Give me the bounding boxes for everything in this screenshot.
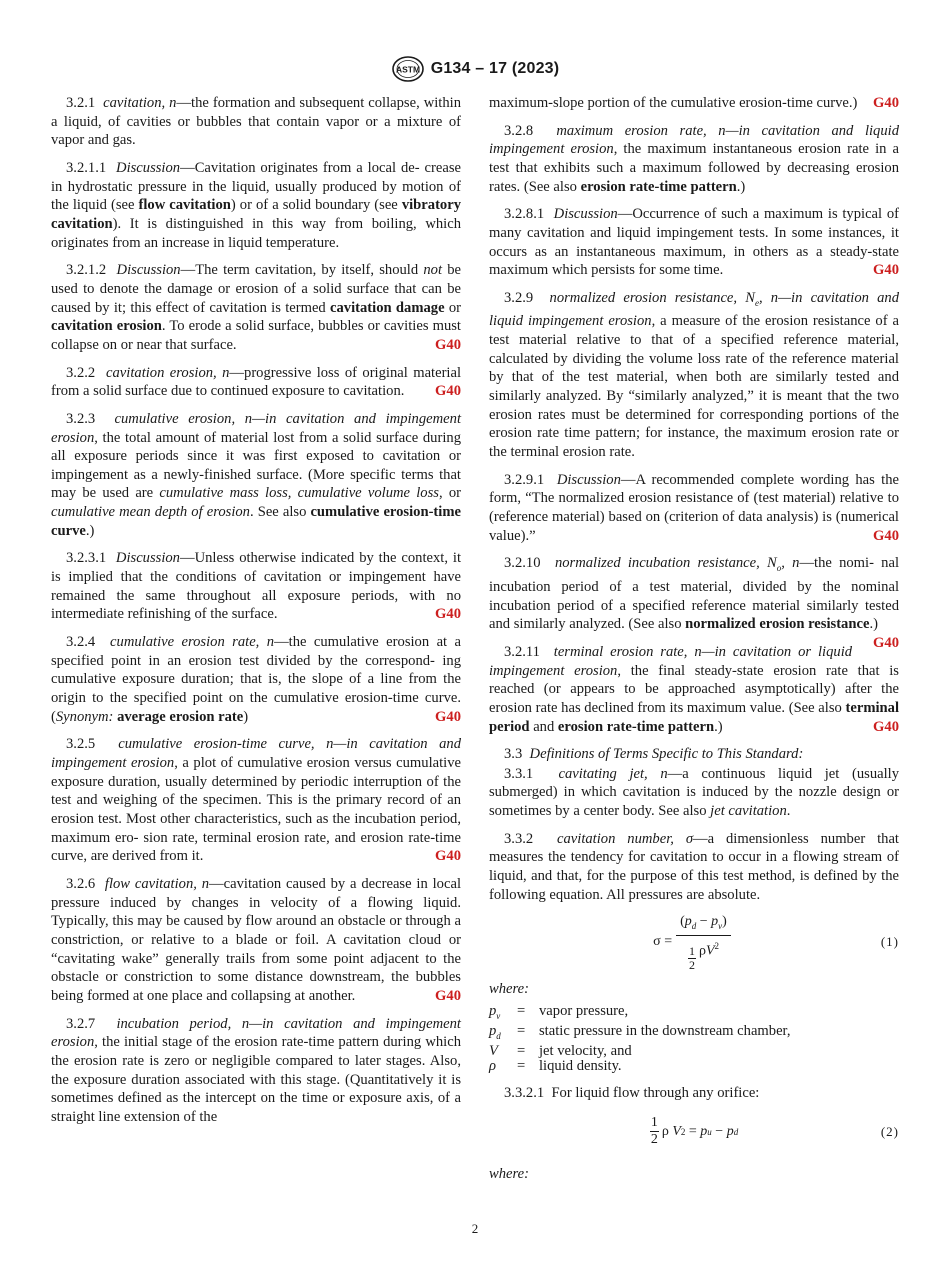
term-3-2-3 xyxy=(51,410,461,541)
clause-number: 3.3.1 xyxy=(504,765,534,782)
term-text: —cavitation caused by a decrease in local pressure induced by changes in velocity of a flowing liquid. Typically, this may be caused by flow around an obstacle or through a constriction, or relative to a blade or foil. A cavitation cloud or “cavitating wake” generally trails from some point adjacent to the obstacle or constriction to some distance downstream, the bubbles being formed at one place and collapsing at another. xyxy=(51,875,461,1004)
clause-number: 3.2.9 xyxy=(504,289,534,306)
symbol: p xyxy=(726,1123,734,1139)
fraction-denominator xyxy=(684,936,723,972)
emphasis: not xyxy=(423,262,443,279)
cross-ref-term: cumulative erosion-time curve xyxy=(51,504,461,539)
term-subscript: e xyxy=(754,297,759,308)
where-label: where: xyxy=(489,1165,529,1182)
section-3-3-heading xyxy=(489,745,899,764)
term-text: —a dimensionless number that measures the tendency for cavitation to occur in a flowing stream of liquid, and that, for the purpose of this test method, is defined by the following equation. All pressures are absolute. xyxy=(489,830,899,903)
variable-symbol xyxy=(489,1044,517,1059)
logo-text: ASTM xyxy=(395,64,420,75)
text-run: , the total amount of material lost from a solid surface during all exposure periods since it was first exposed to cavitation or impingement as a newly-finished surface. (More specific terms that may be used are xyxy=(51,429,461,502)
cross-ref-term: cavitation erosion xyxy=(51,318,162,335)
half-num: 1 xyxy=(650,1115,658,1131)
emphasis: cumulative mass loss, cumulative volume loss xyxy=(159,485,439,502)
symbol: p xyxy=(489,1023,497,1040)
term-text: —progressive loss of original material from a solid surface due to continued exposure to cavitation. xyxy=(51,364,462,400)
term-3-2-7-continued xyxy=(489,94,899,113)
text-run: .) xyxy=(85,522,95,539)
g40-reference-link[interactable]: G40 xyxy=(435,848,461,865)
variable-row xyxy=(489,1059,899,1074)
variable-description: static pressure in the downstream chamber, xyxy=(539,1023,791,1040)
variable-row xyxy=(489,1004,899,1024)
clause-number: 3.2.3 xyxy=(66,410,96,427)
g40-reference-link[interactable]: G40 xyxy=(435,383,461,400)
equation-lhs: σ = xyxy=(653,934,673,950)
text-run: .) xyxy=(869,616,878,633)
text-run: —a continuous liquid jet (usually submerged) in which cavitation is induced by the nozzle design or sometimes by a center body. See also xyxy=(489,765,899,820)
text-run: . xyxy=(786,803,791,820)
symbol: ρ xyxy=(698,944,706,960)
term-3-2-1 xyxy=(51,94,461,150)
equation-2 xyxy=(489,1112,899,1152)
clause-number: 3.2.1.1 xyxy=(66,159,107,176)
paren: ) xyxy=(722,913,727,929)
page-header xyxy=(0,56,950,82)
term-3-2-4 xyxy=(51,633,461,726)
subscript: u xyxy=(707,1126,712,1137)
variable-symbol xyxy=(489,1004,517,1024)
term-text: —A recommended complete wording has the form, “The normalized erosion resistance of (test material) relative to (reference material) based on (criterion of data analysis) is (numerical value).” xyxy=(489,471,900,544)
term-name: flow cavitation, n xyxy=(104,875,210,892)
discussion-label: Discussion xyxy=(556,471,621,488)
g40-reference-link[interactable]: G40 xyxy=(435,987,461,1004)
term-text: , a measure of the erosion resistance of a test material relative to that of a specified reference material, calculated by dividing the volume loss rate of the reference material by that of the test material, when both are similarly tested and similarly analyzed. By “similarly analyzed,” it is meant that the two erosion rates must be determined for corresponding portions of the erosion rate time pattern; for instance, the maximum erosion rate or the terminal erosion rate. xyxy=(489,313,899,461)
g40-reference-link[interactable]: G40 xyxy=(435,708,461,725)
exponent: 2 xyxy=(680,1126,686,1137)
clause-number: 3.2.11 xyxy=(504,643,540,660)
operator: = xyxy=(685,1123,701,1139)
symbol: ρ xyxy=(661,1123,669,1139)
term-3-2-3-1 xyxy=(51,549,461,624)
text-run: —the cumulative erosion at a specified point in an erosion test divided by the correspond- ing cumulative exposure duration; that is, the slope of a line from the origin to the specified point on the cumulative erosion-time curve. ( xyxy=(51,634,462,725)
variable-symbol xyxy=(489,1024,517,1044)
variable-symbol xyxy=(489,1059,517,1074)
term-text: , a plot of cumulative erosion versus cumulative exposure duration, usually determined by periodic interruption of the test and weighing of the specimen. This is the primary record of an erosion test. Most other characteristics, such as the incubation period, maximum ero- sion rate, terminal erosion rate, and erosion rate-time curve, are derived from it. xyxy=(51,755,461,865)
equation-number: (1) xyxy=(880,934,899,950)
equals: = xyxy=(517,1058,526,1075)
term-name-part: normalized incubation resistance, N xyxy=(554,555,777,572)
exponent: 2 xyxy=(714,941,719,952)
cross-ref-term: erosion rate-time pattern xyxy=(580,178,737,195)
g40-reference-link[interactable]: G40 xyxy=(873,262,899,279)
clause-number: 3.2.1 xyxy=(66,95,96,111)
text-run: —Cavitation originates from a local de- crease in hydrostatic pressure in the liquid, usually produced by motion of the liquid (see xyxy=(51,159,461,214)
text-run: .) xyxy=(714,718,723,735)
emphasis: cumulative mean depth of erosion xyxy=(51,504,250,521)
half-den: 2 xyxy=(650,1132,658,1148)
equation-1 xyxy=(489,913,899,971)
clause-number: 3.2.9.1 xyxy=(504,471,545,488)
term-name: incubation period, n—in cavitation and impingement erosion xyxy=(51,1015,461,1051)
equation-fraction xyxy=(676,913,731,972)
variable-description: jet velocity, and xyxy=(539,1043,632,1060)
clause-number: 3.3 xyxy=(504,746,523,763)
text-run: be used to denote the damage or erosion of a solid surface that can be caused by it; this effect of cavitation is termed xyxy=(51,262,462,316)
term-name: cavitation erosion, n xyxy=(106,364,230,381)
subscript: v xyxy=(718,920,723,931)
g40-reference-link[interactable]: G40 xyxy=(873,527,899,544)
term-name: cumulative erosion-time curve, n—in cavitation and impingement erosion xyxy=(51,736,462,771)
document-id: G134 – 17 (2023) xyxy=(430,60,560,77)
text-run: ) or of a solid boundary (see xyxy=(230,197,402,214)
term-text: —Unless otherwise indicated by the context, it is implied that the conditions of cavitation or impingement have remained the same throughout all exposure periods, with no intermediate refinishing of the surface. xyxy=(51,550,461,623)
term-3-2-9 xyxy=(489,289,899,462)
term-name: terminal erosion rate, n—in cavitation or liquid impingement erosion xyxy=(489,643,853,679)
right-column xyxy=(489,94,899,1189)
cross-ref-term: normalized erosion resistance xyxy=(685,616,870,633)
clause-number: 3.2.6 xyxy=(66,875,96,892)
term-name-part: normalized erosion resistance, N xyxy=(549,289,755,306)
clause-number: 3.2.8 xyxy=(504,122,534,139)
term-name: cavitation, n xyxy=(103,95,177,111)
paren: ( xyxy=(680,913,685,929)
term-3-3-2-1 xyxy=(489,1084,899,1103)
term-3-2-1-2 xyxy=(51,261,461,354)
variable-row xyxy=(489,1044,899,1059)
subscript: d xyxy=(733,1126,739,1137)
operator: − xyxy=(711,1123,727,1139)
term-name: cumulative erosion, n—in cavitation and impingement erosion xyxy=(51,410,461,446)
clause-number: 3.2.3.1 xyxy=(66,550,107,567)
synonym-label: Synonym: xyxy=(55,708,114,725)
clause-number: 3.2.1.2 xyxy=(66,262,107,279)
discussion-label: Discussion xyxy=(116,262,181,279)
term-name: cumulative erosion rate, n xyxy=(110,634,275,651)
symbol: ρ xyxy=(489,1058,497,1075)
variable-description: liquid density. xyxy=(539,1058,622,1075)
symbol: p xyxy=(711,913,719,929)
text-run: . To erode a solid surface, bubbles or cavities must collapse on or near that surface. xyxy=(51,318,461,353)
clause-number: 3.2.2 xyxy=(66,364,96,381)
text-run: and xyxy=(529,718,558,735)
term-text: For liquid flow through any orifice: xyxy=(551,1085,760,1102)
cross-ref-term: vibratory cavitation xyxy=(51,197,462,232)
half-fraction xyxy=(688,945,696,972)
term-3-2-1-1 xyxy=(51,159,461,252)
text-run: . See also xyxy=(249,504,311,521)
variable-list xyxy=(489,1004,899,1074)
subscript: v xyxy=(496,1011,501,1022)
equals: = xyxy=(517,1023,526,1040)
symbol: V xyxy=(672,1123,681,1139)
half-fraction xyxy=(650,1115,659,1148)
cross-ref-term: terminal period xyxy=(489,699,899,735)
clause-number: 3.3.2.1 xyxy=(504,1085,545,1102)
term-name: cavitating jet, n xyxy=(558,765,668,782)
clause-number: 3.3.2 xyxy=(504,830,534,847)
text-run: , the final steady-state erosion rate that is reached (or appears to be approached asymptotically) after the erosion rate has declined from its maximum value. (See also xyxy=(489,662,899,716)
clause-number: 3.2.10 xyxy=(504,555,541,572)
where-label: where: xyxy=(489,981,529,998)
term-name-part: , n—in cavitation and liquid impingement erosion xyxy=(489,289,899,330)
g40-reference-link[interactable]: G40 xyxy=(873,634,899,651)
g40-reference-link[interactable]: G40 xyxy=(873,95,899,111)
term-3-2-7 xyxy=(51,1015,461,1127)
half-den: 2 xyxy=(688,958,695,973)
text-run: ) xyxy=(243,708,249,725)
subscript: d xyxy=(496,1031,501,1042)
cross-ref-term: flow cavitation xyxy=(138,197,231,214)
term-3-2-9-1 xyxy=(489,471,899,546)
discussion-label: Discussion xyxy=(116,159,181,176)
term-name: maximum erosion rate, n—in cavitation and liquid impingement erosion xyxy=(489,122,899,158)
term-3-3-2 xyxy=(489,830,899,905)
term-3-2-2 xyxy=(51,364,461,401)
clause-number: 3.2.4 xyxy=(66,634,96,651)
g40-reference-link[interactable]: G40 xyxy=(435,336,461,353)
text-run: or xyxy=(444,299,462,316)
page-number: 2 xyxy=(471,1221,479,1236)
g40-reference-link[interactable]: G40 xyxy=(873,718,899,735)
subscript: d xyxy=(691,920,697,931)
symbol: p xyxy=(684,913,692,929)
clause-number: 3.2.7 xyxy=(66,1015,96,1032)
text-run: , or xyxy=(438,485,461,502)
equals: = xyxy=(517,1043,526,1060)
variable-row xyxy=(489,1024,899,1044)
term-3-2-10 xyxy=(489,554,900,651)
discussion-label: Discussion xyxy=(553,206,618,223)
astm-logo-icon xyxy=(391,56,425,82)
symbol: V xyxy=(705,944,715,960)
fraction-numerator xyxy=(676,913,731,937)
clause-number: 3.2.8.1 xyxy=(504,206,545,223)
cross-ref-term: average erosion rate xyxy=(117,708,244,725)
term-3-3-1 xyxy=(489,765,899,821)
term-name-part: , n xyxy=(781,555,800,572)
term-text: —Occurrence of such a maximum is typical of many cavitation and liquid impingement tests. In some instances, it occurs as an instantaneous maximum, in others as a steady-state maximum which persists for some time. xyxy=(489,206,900,279)
term-3-2-6 xyxy=(51,875,461,1006)
equals: = xyxy=(517,1003,526,1020)
operator: − xyxy=(696,913,712,929)
text-run: , the maximum instantaneous erosion rate in a test that exhibits such a maximum followed by decreasing erosion rates. (See also xyxy=(489,141,899,195)
term-name: cavitation number, σ xyxy=(557,830,694,847)
equation-number: (2) xyxy=(880,1123,899,1139)
section-title: Definitions of Terms Specific to This Standard: xyxy=(529,746,804,763)
cross-ref-term: cavitation damage xyxy=(330,299,445,316)
cross-ref-term: erosion rate-time pattern xyxy=(557,718,715,735)
text-run: .) xyxy=(736,178,746,195)
term-name xyxy=(554,555,800,574)
clause-number: 3.2.5 xyxy=(66,736,96,753)
term-text: , the initial stage of the erosion rate-time pattern during which the erosion rate is zero or negligible compared to later stages. Also, the exposure duration associated with this stage. (Quantitatively it is sometimes defined as the intercept on the time or exposure axis, of a straight line extension of the xyxy=(51,1034,461,1125)
emphasis: jet cavitation xyxy=(710,803,787,820)
term-3-2-8-1 xyxy=(489,205,899,280)
term-text: —the formation and subsequent collapse, within a liquid, of cavities or bubbles that contain vapor or a mixture of vapor and gas. xyxy=(51,95,461,149)
text-run: ). It is distinguished in this way from boiling, which originates from an increase in liquid temperature. xyxy=(51,215,461,251)
discussion-label: Discussion xyxy=(115,550,180,567)
symbol: V xyxy=(489,1043,498,1060)
half-num: 1 xyxy=(688,944,695,959)
g40-reference-link[interactable]: G40 xyxy=(435,606,461,623)
term-3-2-11 xyxy=(489,643,899,736)
symbol: p xyxy=(700,1123,708,1139)
term-subscript: o xyxy=(776,563,782,574)
text-run: —The term cavitation, by itself, should xyxy=(180,262,424,279)
symbol: p xyxy=(489,1003,497,1020)
term-3-2-8 xyxy=(489,122,899,197)
text-run: —the nomi- nal incubation period of a test material, divided by the nominal incubation period of a specified reference material similarly tested and similarly analyzed. (See also xyxy=(489,555,900,633)
term-text: maximum-slope portion of the cumulative erosion-time curve.) xyxy=(489,95,858,111)
variable-description: vapor pressure, xyxy=(539,1003,629,1020)
left-column xyxy=(51,94,461,1135)
term-3-2-5 xyxy=(51,735,461,866)
